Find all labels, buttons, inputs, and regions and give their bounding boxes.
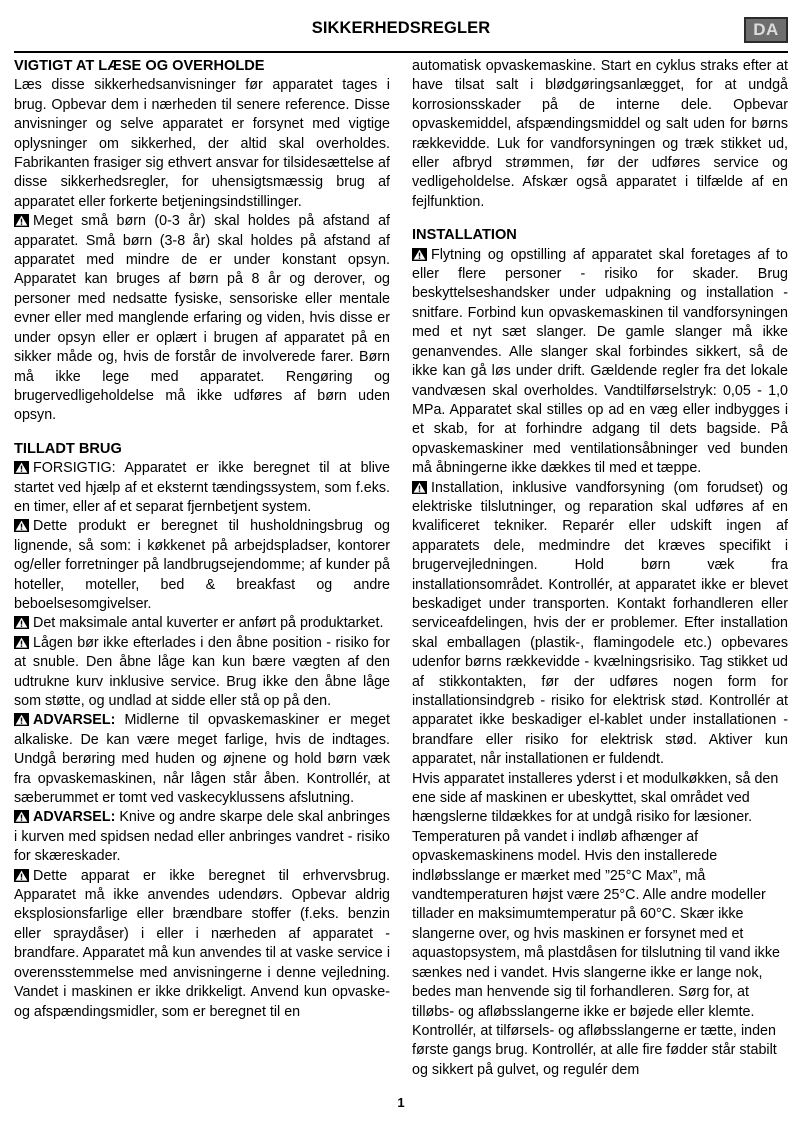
warning-triangle-icon xyxy=(412,248,427,261)
page-header xyxy=(0,0,802,52)
paragraph-text: Det maksimale antal kuverter er anført på produktarket. xyxy=(33,615,384,632)
paragraph-husholdningsbrug xyxy=(14,517,390,614)
paragraph-installation-tekniker xyxy=(412,479,788,770)
warning-triangle-icon xyxy=(14,810,29,823)
section-heading-vigtigt: VIGTIGT AT LÆSE OG OVERHOLDE xyxy=(14,58,265,74)
header-divider xyxy=(14,51,788,53)
paragraph-modulkoekken: Hvis apparatet installeres yderst i et modulkøkken, så den ene side af maskinen er ubeskyttet, skal området ved hængslerne tildækkes for at undgå risiko for læsioner. Temperaturen på vandet i indløb afhænger af opvaskemaskinens model. Hvis den installerede indløbsslange er mærket med ”25°C Max”, må vandtemperaturen højst være 25°C. Alle andre modeller tillader en maksimumtemperatur på 60°C. Skær ikke slangerne over, og hvis maskinen er forsynet med et aquastopsystem, må plastdåsen for tilslutning til vand ikke sænkes ned i vandet. Hvis slangerne ikke er lange nok, bedes man henvende sig til forhandleren. Sørg for, at tilløbs- og afløbsslangerne ikke er bøjede eller klemte. Kontrollér, at tilførsels- og afløbsslangerne er tætte, inden første gangs brug. Kontrollér, at alle fire fødder står stabilt og sikkert på gulvet, og regulér dem xyxy=(412,770,780,1078)
paragraph-forsigtig xyxy=(14,459,390,517)
paragraph-text: Midlerne til opvaskemaskiner er meget alkaliske. De kan være meget farlige, hvis de indtages. Undgå berøring med huden og øjnene og hold børn væk fra opvaskemaskinen, når lågen står åben. Kontrollér, at sæberummet er tomt ved vaskecyklussens afslutning. xyxy=(14,712,390,807)
advarsel-label: ADVARSEL: xyxy=(33,712,116,729)
paragraph-opvaskemaskine-continued: automatisk opvaskemaskine. Start en cyklus straks efter at have tilsat salt i blødgøringsanlægget, for at undgå korrosionsskader på de interne dele. Opbevar opvaskemiddel, afspændingsmiddel og salt uden for børns rækkevidde. Luk for vandforsyningen og træk stikket ud, eller afbryd strømmen, før der udføres service og vedligeholdelse. Afskær også apparatet i tilfælde af en fejlfunktion. xyxy=(412,58,788,210)
paragraph-text: Meget små børn (0-3 år) skal holdes på afstand af apparatet. Små børn (3-8 år) skal holdes på afstand af apparatet med mindre de er under konstant opsyn. Apparatet kan bruges af børn på 8 år og derover, og personer med nedsatte fysiske, sensoriske eller mentale evner eller med manglende erfaring og viden, hvis disse er under opsyn eller er oplært i brugen af apparatet på en sikker måde og, hvis de forstår de involverede farer. Børn må ikke lege med apparatet. Rengøring og brugervedligeholdelse må ikke udføres af børn uden opsyn. xyxy=(14,213,390,424)
paragraph-text: Flytning og opstilling af apparatet skal foretages af to eller flere personer - risiko for skader. Brug beskyttelseshandsker under udpakning og installation - snitfare. Forbind kun opvaskemaskinen til vandforsyningen med et nyt sæt slanger. De gamle slanger må ikke genanvendes. Alle slanger skal forbindes sikkert, så de ikke kan gå løs under drift. Gældende regler fra det lokale vandvæsen skal overholdes. Vandtilførselstryk: 0,05 - 1,0 MPa. Apparatet skal stilles op ad en væg eller indbygges i et skab, for at forhindre adgang til dets bagside. På opvaskemaskiner med ventilationsåbninger ved bunden må åbningerne ikke dækkes til med et tæppe. xyxy=(412,246,788,477)
paragraph-advarsel-knive xyxy=(14,808,390,866)
paragraph-text: Knive og andre skarpe dele skal anbringes i kurven med spidsen nedad eller anbringes vandret - risiko for skæreskader. xyxy=(14,809,390,865)
warning-triangle-icon xyxy=(14,636,29,649)
warning-triangle-icon xyxy=(14,461,29,474)
paragraph-flytning xyxy=(412,246,788,479)
two-column-body xyxy=(14,57,788,1080)
right-column xyxy=(412,57,788,1080)
paragraph-text: Installation, inklusive vandforsyning (om forudset) og elektriske tilslutninger, og reparation skal udføres af en kvalificeret tekniker. Reparér eller udskift ingen af apparatets dele, medmindre det kræves specifikt i brugervejledningen. Hold børn væk fra installationsområdet. Kontrollér, at apparatet ikke er blevet beskadiget under transporten. Kontakt forhandleren eller serviceafdelingen, hvis der er problemer. Efter installation skal emballagen (plastik-, flamingodele etc.) opbevares udenfor børns rækkevidde - kvælningsrisiko. Tag stikket ud af stikkontakten, før der udføres nogen form for installationsindgreb - risiko for elektrisk stød. Kontrollér at apparatet ikke beskadiger el-kablet under installationen - brandfare eller risiko for elektrisk stød. Aktiver kun apparatet, når installationen er fuldendt. xyxy=(412,479,788,768)
paragraph-text: Dette apparat er ikke beregnet til erhvervsbrug. Apparatet må ikke anvendes udendørs. Opbevar aldrig eksplosionsfarlige eller brændbare stoffer (f.eks. benzin eller spraydåser) i eller i nærheden af apparatet - brandfare. Apparatet må kun anvendes til at vaske service i overensstemmelse med anvisningerne i denne vejledning. Vandet i maskinen er ikke drikkeligt. Anvend kun opvaske- og afspændingsmidler, som er beregnet til en xyxy=(14,867,390,1020)
paragraph-laagen xyxy=(14,634,390,712)
warning-triangle-icon xyxy=(14,616,29,629)
paragraph-kuverter xyxy=(14,614,390,633)
warning-triangle-icon xyxy=(14,869,29,882)
section-heading-tilladt-brug: TILLADT BRUG xyxy=(14,440,122,457)
paragraph-text: Lågen bør ikke efterlades i den åbne position - risiko for at snuble. Den åbne låge kan kun bære vægten af den udtrukne kurv inklusive service. Brug ikke den åbne låge som støtte, og undlad at sidde eller stå op på den. xyxy=(14,634,390,709)
warning-triangle-icon xyxy=(14,713,29,726)
warning-triangle-icon xyxy=(14,214,29,227)
advarsel-label: ADVARSEL: xyxy=(33,809,116,826)
paragraph-advarsel-midler xyxy=(14,711,390,808)
section-heading-installation: INSTALLATION xyxy=(412,227,517,244)
paragraph-erhvervsbrug xyxy=(14,867,390,1022)
paragraph-text: FORSIGTIG: Apparatet er ikke beregnet til at blive startet ved hjælp af et eksternt tændingssystem, som f.eks. en timer, eller af et separat fjernbetjent system. xyxy=(14,460,390,515)
paragraph-text: Dette produkt er beregnet til husholdningsbrug og lignende, så som: i køkkenet på arbejdspladser, kontorer og/eller forretninger på landbrugsejendomme; af kunder på hoteller, moteller, bed & breakfast og andre beboelsesomgivelser. xyxy=(14,518,390,612)
left-column xyxy=(14,57,390,1080)
warning-triangle-icon xyxy=(14,519,29,532)
warning-triangle-icon xyxy=(412,481,427,494)
language-badge: DA xyxy=(744,17,788,43)
paragraph-children-warning xyxy=(14,212,390,425)
paragraph-intro: Læs disse sikkerhedsanvisninger før apparatet tages i brug. Opbevar dem i nærheden til senere reference. Disse anvisninger og selve apparatet er forsynet med vigtige oplysninger om sikkerhed, der altid skal overholdes. Fabrikanten frasiger sig ethvert ansvar for tilsidesættelse af disse sikkerhedsregler, for uhensigtsmæssig brug af apparatet eller forkerte betjeningsindstillinger. xyxy=(14,77,390,210)
page-title: SIKKERHEDSREGLER xyxy=(311,19,491,37)
page-number: 1 xyxy=(397,1095,405,1110)
